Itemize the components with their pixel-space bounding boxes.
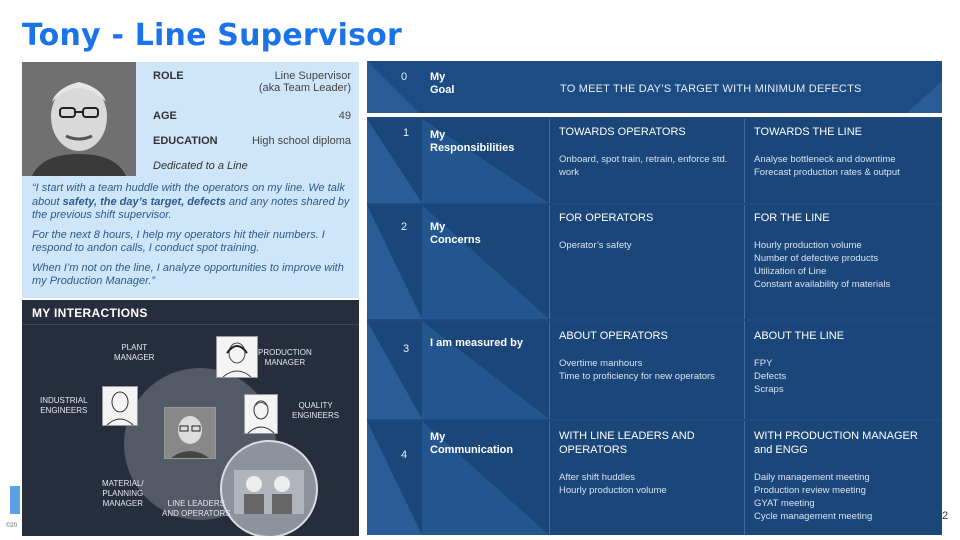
column-heading: WITH PRODUCTION MANAGER and ENGG: [754, 430, 918, 456]
column-heading: TOWARDS THE LINE: [754, 126, 862, 138]
column-heading: FOR OPERATORS: [559, 212, 654, 224]
column-heading: TOWARDS OPERATORS: [559, 126, 686, 138]
quote-paragraph-2: For the next 8 hours, I help my operators hit their numbers. I respond to andon calls, I conduct spot training.: [32, 228, 325, 254]
operators-column: [559, 211, 739, 252]
person-portrait-icon: [22, 62, 136, 176]
person-icon: [217, 337, 257, 377]
table-row: [367, 421, 942, 535]
divider: [367, 113, 942, 117]
divider: [744, 421, 745, 535]
profile-panel: [22, 62, 359, 298]
quality-engineers-label: QUALITY ENGINEERS: [292, 401, 340, 420]
column-items: Hourly production volume Number of defective products Utilization of Line Constant availability of materials: [754, 240, 891, 290]
responsibilities-table: [367, 61, 942, 535]
column-items: Onboard, spot train, retrain, enforce std. work: [559, 154, 728, 178]
column-items: Analyse bottleneck and downtime Forecast production rates & output: [754, 154, 900, 178]
production-manager-thumb: [216, 336, 258, 378]
table-row: [367, 321, 942, 419]
workers-photo-icon: [222, 442, 316, 536]
quality-engineer-thumb: [244, 394, 278, 434]
divider: [549, 119, 550, 203]
operators-column: [559, 429, 739, 497]
column-items: Operator’s safety: [559, 240, 632, 251]
column-heading: ABOUT THE LINE: [754, 330, 845, 342]
plant-manager-label: PLANT MANAGER: [114, 343, 155, 362]
row-label: My Goal: [430, 71, 455, 96]
divider: [22, 324, 359, 325]
divider: [549, 205, 550, 319]
column-heading: WITH LINE LEADERS AND OPERATORS: [559, 430, 695, 456]
brand-logo-icon: [10, 486, 20, 514]
person-icon: [165, 408, 215, 458]
page-number: 2: [942, 510, 949, 522]
age-value: 49: [338, 110, 351, 122]
column-items: Daily management meeting Production review meeting GYAT meeting Cycle management meeting: [754, 472, 873, 522]
row-label: My Communication: [430, 431, 514, 456]
row-number: 4: [401, 449, 408, 461]
line-column: [754, 211, 934, 291]
copyright-text: ©20: [6, 523, 18, 529]
person-icon: [103, 387, 137, 425]
table-row: [367, 205, 942, 319]
row-number: 1: [403, 127, 410, 139]
profile-photo: [22, 62, 136, 176]
divider: [744, 205, 745, 319]
role-value: Line Supervisor (aka Team Leader): [258, 70, 351, 94]
supervisor-thumb: [164, 407, 216, 459]
interactions-title: MY INTERACTIONS: [32, 306, 148, 320]
column-heading: FOR THE LINE: [754, 212, 830, 224]
quote-paragraph-3: When I’m not on the line, I analyze opportunities to improve with my Production Manager.”: [32, 261, 344, 287]
interactions-panel: [22, 300, 359, 536]
row-number: 2: [401, 221, 408, 233]
row-number: 3: [403, 343, 410, 355]
role-label: ROLE: [153, 70, 184, 82]
person-icon: [245, 395, 277, 433]
age-label: AGE: [153, 110, 177, 122]
operators-column: [559, 329, 739, 383]
persona-quote: [32, 182, 352, 295]
column-heading: ABOUT OPERATORS: [559, 330, 668, 342]
quote-paragraph-1: “I start with a team huddle with the operators on my line. We talk about safety, the day’s target, defects and any notes shared by the previous shift supervisor.: [32, 182, 350, 221]
line-column: [754, 125, 934, 179]
divider: [549, 321, 550, 419]
row-label: My Concerns: [430, 221, 481, 246]
divider: [744, 321, 745, 419]
material-planning-label: MATERIAL/ PLANNING MANAGER: [102, 479, 144, 508]
education-value: High school diploma: [251, 135, 351, 147]
column-items: FPY Defects Scraps: [754, 358, 787, 395]
divider: [744, 119, 745, 203]
page-title: Tony - Line Supervisor: [22, 18, 402, 53]
table-row: [367, 119, 942, 203]
row-label: I am measured by: [430, 337, 523, 349]
column-items: Overtime manhours Time to proficiency for new operators: [559, 358, 715, 382]
industrial-engineers-label: INDUSTRIAL ENGINEERS: [40, 396, 88, 415]
dedicated-text: Dedicated to a Line: [153, 160, 248, 172]
row-number: 0: [401, 71, 408, 83]
row-label: My Responsibilities: [430, 129, 515, 154]
line-team-circle: [220, 440, 318, 536]
divider: [549, 421, 550, 535]
education-label: EDUCATION: [153, 135, 218, 147]
operators-column: [559, 125, 739, 179]
goal-text: TO MEET THE DAY’S TARGET WITH MINIMUM DEFECTS: [560, 83, 862, 95]
production-manager-label: PRODUCTION MANAGER: [258, 348, 312, 367]
goal-row: [367, 61, 942, 113]
line-column: [754, 329, 934, 396]
industrial-engineer-thumb: [102, 386, 138, 426]
line-leaders-label: LINE LEADERS AND OPERATORS: [162, 499, 231, 518]
line-column: [754, 429, 934, 523]
column-items: After shift huddles Hourly production volume: [559, 472, 667, 496]
